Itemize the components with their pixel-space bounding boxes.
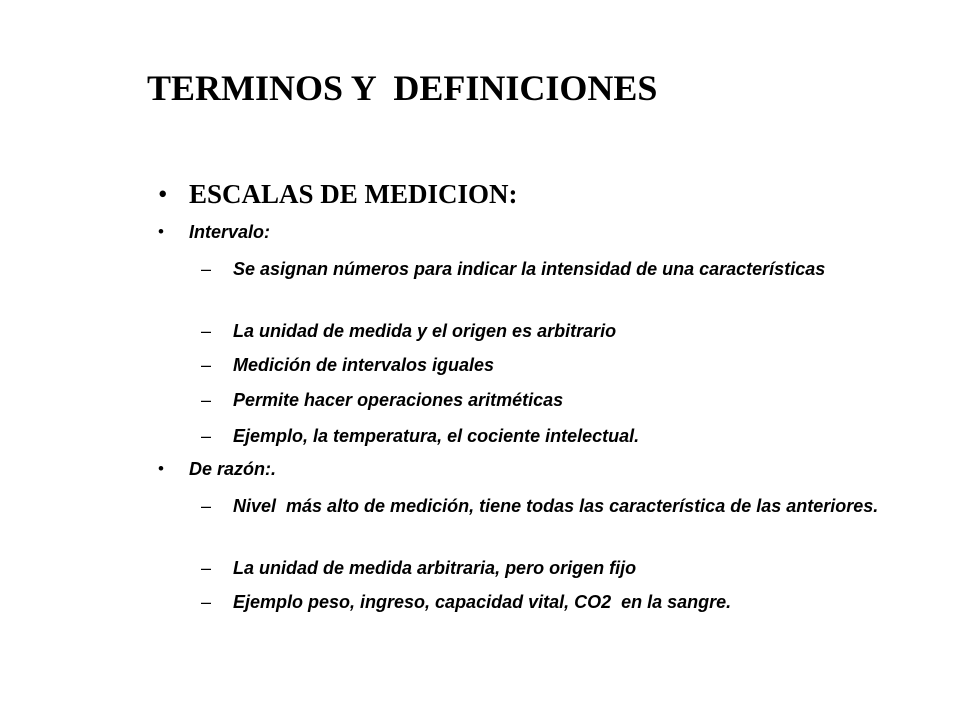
bullet-marker: • [158, 179, 168, 209]
list-item: Ejemplo, la temperatura, el cociente intelectual. [233, 426, 640, 446]
bullet-marker: • [158, 222, 164, 241]
list-item: Ejemplo peso, ingreso, capacidad vital, CO2 en la sangre. [233, 592, 732, 612]
slide-title: TERMINOS Y DEFINICIONES [147, 68, 658, 108]
list-item: Medición de intervalos iguales [233, 355, 495, 375]
section-heading: ESCALAS DE MEDICION: [189, 179, 518, 209]
group-label-de-razon: De razón:. [189, 459, 277, 479]
dash-marker: – [201, 558, 212, 578]
dash-marker: – [201, 321, 212, 341]
dash-marker: – [201, 390, 212, 410]
dash-marker: – [201, 426, 212, 446]
bullet-marker: • [158, 459, 164, 478]
dash-marker: – [201, 259, 212, 279]
dash-marker: – [201, 355, 212, 375]
list-item: Nivel más alto de medición, tiene todas las característica de las anteriores. [233, 496, 879, 516]
dash-marker: – [201, 496, 212, 516]
list-item: Permite hacer operaciones aritméticas [233, 390, 564, 410]
dash-marker: – [201, 592, 212, 612]
list-item: La unidad de medida y el origen es arbitrario [233, 321, 617, 341]
list-item: La unidad de medida arbitraria, pero origen fijo [233, 558, 637, 578]
list-item: Se asignan números para indicar la intensidad de una características [233, 259, 826, 279]
group-label-intervalo: Intervalo: [189, 222, 271, 242]
